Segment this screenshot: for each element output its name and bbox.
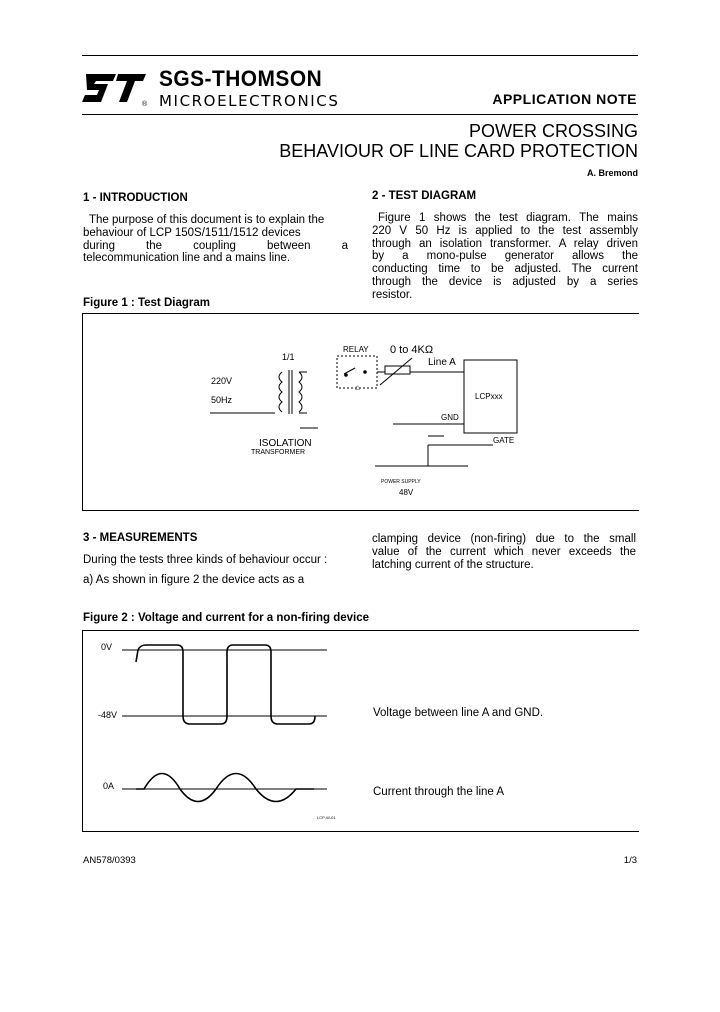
section-2-line: resistor. [372,288,413,301]
fig2-voltage-desc: Voltage between line A and GND. [373,707,544,719]
fig1-gate-label: GATE [493,436,515,445]
fig2-code-label: LCP-W-01 [317,815,336,820]
section-1-line: The purpose of this document is to explain the [89,214,325,226]
fig1-relay-label: RELAY [343,345,369,354]
section-3-heading: 3 - MEASUREMENTS [83,532,198,544]
section-2-heading: 2 - TEST DIAGRAM [372,190,477,202]
section-2-line: Figure 1 shows the test diagram. The mains [378,212,638,224]
footer-doc-code: AN578/0393 [83,855,136,866]
section-1-line: behaviour of LCP 150S/1511/1512 devices [83,226,301,239]
fig1-resistor-label: 0 to 4KΩ [390,344,434,356]
fig1-isolation-label: ISOLATION [259,438,312,449]
fig1-transformer-label: TRANSFORMER [251,449,306,456]
title-line-1: POWER CROSSING [468,121,638,141]
figure-2-caption: Figure 2 : Voltage and current for a non-firing device [83,612,370,624]
footer-page-number: 1/3 [623,855,637,866]
section-3-right-line: latching current of the structure. [372,558,534,571]
title-line-2: BEHAVIOUR OF LINE CARD PROTECTION [279,141,638,161]
section-3-right-line: value of the current which never exceeds the [372,545,636,558]
fig2-minus-48v-label: -48V [98,710,118,720]
section-1-heading: 1 - INTRODUCTION [83,192,188,204]
figure-1-caption: Figure 1 : Test Diagram [83,297,210,309]
fig1-device-label: LCPxxx [475,392,503,401]
brand-subtitle: MICROELECTRONICS [159,92,340,110]
section-2-line: conducting time to be adjusted. The current [372,263,638,276]
fig1-power-supply-label: POWER SUPPLY [381,479,421,485]
section-2-line: through the device is adjusted by a series [372,275,638,288]
document-type: APPLICATION NOTE [492,91,637,107]
fig1-line-a-label: Line A [428,357,456,368]
fig1-supply-voltage-label: 48V [399,488,414,497]
section-1-line: during the coupling between a [83,239,348,252]
fig1-ratio-label: 1/1 [282,352,295,362]
relay-arrow-icon: ⌂ [355,383,360,392]
section-2-line: 220 V 50 Hz is applied to the test assembly [372,224,638,237]
fig1-freq-label: 50Hz [211,395,233,405]
fig1-voltage-label: 220V [211,376,233,386]
fig2-zero-v-label: 0V [101,642,113,652]
section-1-line: telecommunication line and a mains line. [83,252,291,265]
svg-text:®: ® [142,101,148,108]
fig2-current-desc: Current through the line A [373,786,505,798]
section-3-line: a) As shown in figure 2 the device acts as a [83,574,305,586]
brand-name: SGS-THOMSON [159,66,323,91]
section-2-line: by a mono-pulse generator allows the [372,250,638,263]
section-3-right-line: clamping device (non-firing) due to the small [372,533,636,545]
author: A. Bremond [586,168,638,178]
fig2-zero-a-label: 0A [103,781,115,791]
fig1-gnd-label: GND [441,413,459,422]
section-2-line: through an isolation transformer. A relay driven [372,237,638,250]
section-3-line: During the tests three kinds of behaviour occur : [83,554,328,566]
